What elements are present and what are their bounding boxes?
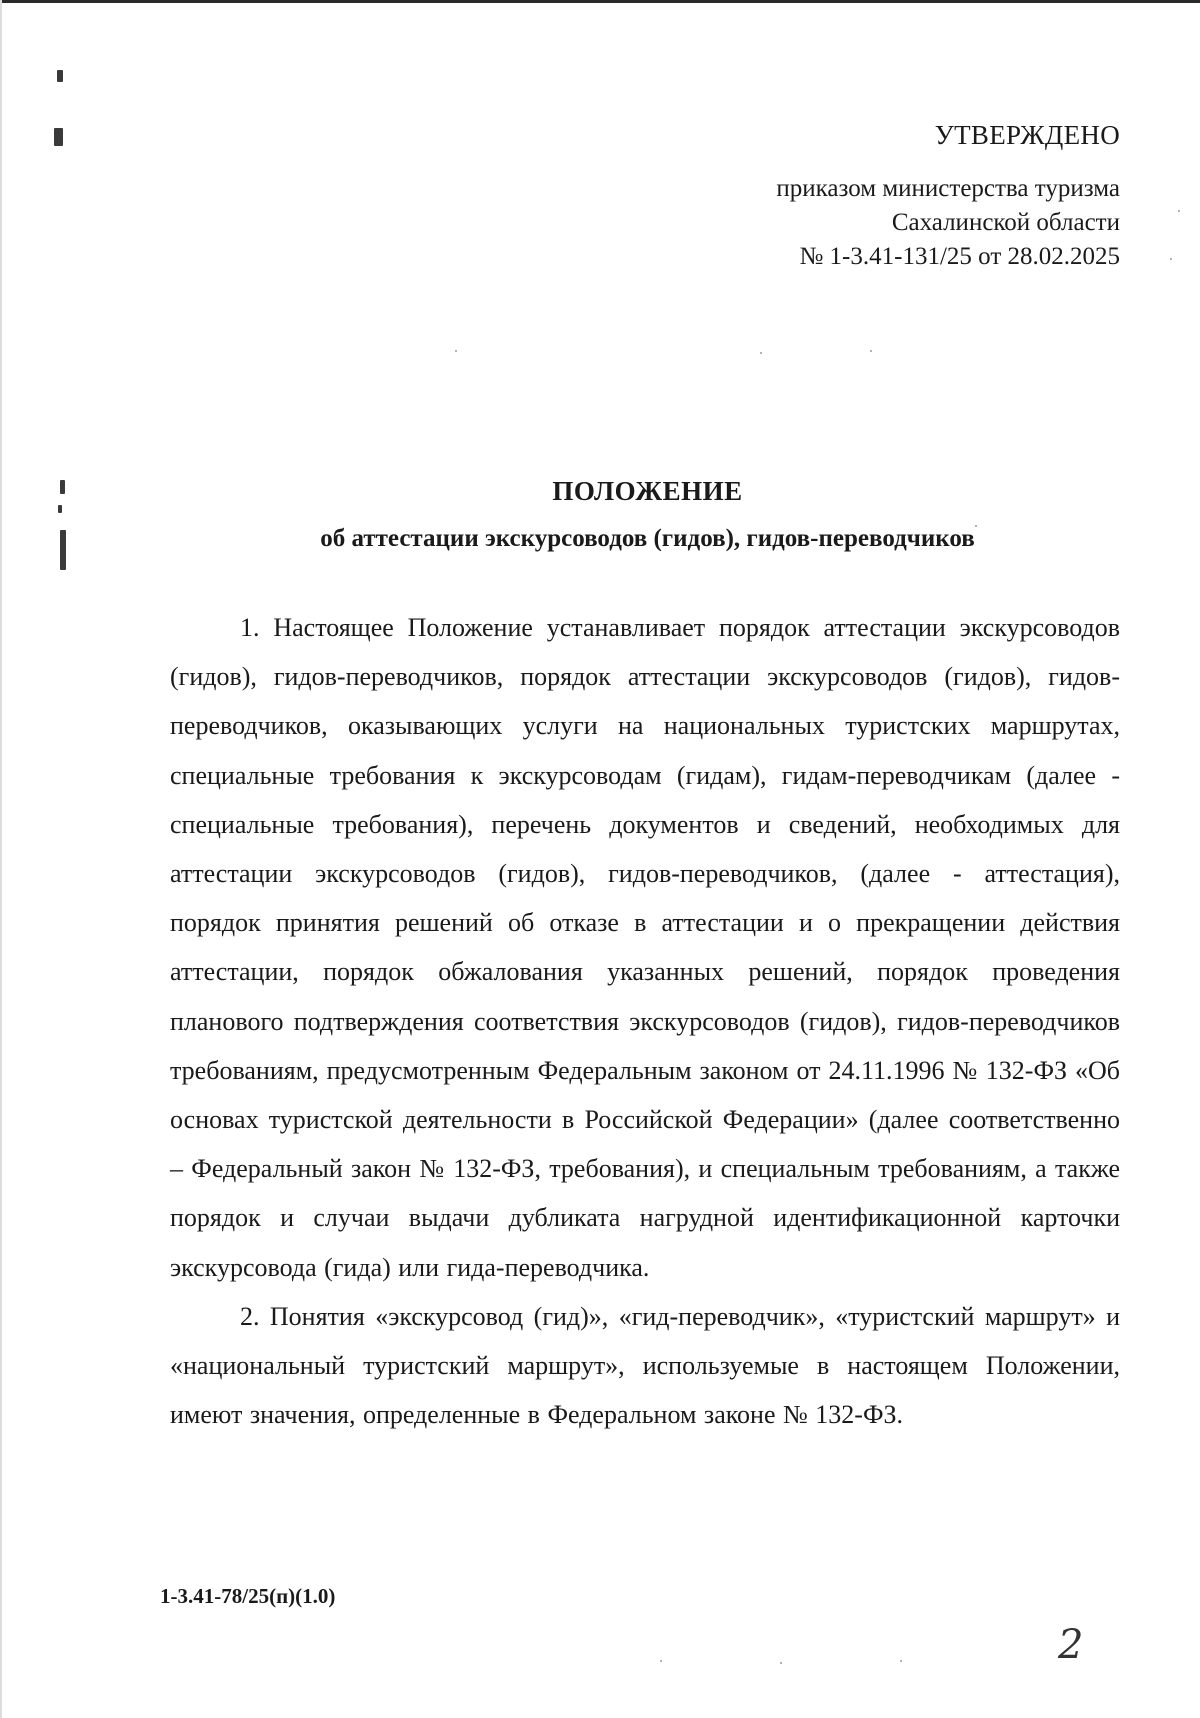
scan-speck <box>660 1660 662 1662</box>
approval-number-line: № 1-3.41-131/25 от 28.02.2025 <box>799 243 1120 270</box>
approval-order-line: приказом министерства туризма <box>776 175 1120 202</box>
scan-speck <box>455 350 457 352</box>
document-subtitle: об аттестации экскурсоводов (гидов), гидов-переводчиков <box>320 525 975 552</box>
binding-mark <box>57 70 63 82</box>
scan-speck <box>1178 210 1180 212</box>
handwritten-page-number: 2 <box>1058 1622 1084 1668</box>
binding-mark <box>54 128 63 146</box>
approval-block <box>776 118 1120 274</box>
paragraph-2: 2. Понятия «экскурсовод (гид)», «гид-переводчик», «туристский маршрут» и «национальный туристский маршрут», используемые в настоящем Положении, имеют значения, определенные в Федеральном законе № 132-ФЗ. <box>170 1301 1120 1430</box>
document-body <box>170 603 1120 1439</box>
approval-heading: УТВЕРЖДЕНО <box>934 120 1120 150</box>
scan-left-edge <box>0 0 2 1718</box>
document-title: ПОЛОЖЕНИЕ <box>552 476 743 506</box>
approval-region-line: Сахалинской области <box>891 209 1120 236</box>
scan-top-edge <box>0 0 1200 3</box>
scan-speck <box>780 1662 782 1664</box>
footer-document-code: 1-3.41-78/25(п)(1.0) <box>160 1584 336 1608</box>
scan-speck <box>900 1660 902 1662</box>
paragraph-1: 1. Настоящее Положение устанавливает порядок аттестации экскурсоводов (гидов), гидов-переводчиков, порядок аттестации экскурсоводов (гидов), гидов-переводчиков, оказывающих услуги на национальных туристских маршрутах, специальные требования к экскурсоводам (гидам), гидам-переводчикам (далее - специальные требования), перечень документов и сведений, необходимых для аттестации экскурсоводов (гидов), гидов-переводчиков, (далее - аттестация), порядок принятия решений об отказе в аттестации и о прекращении действия аттестации, порядок обжалования указанных решений, порядок проведения планового подтверждения соответствия экскурсоводов (гидов), гидов-переводчиков требованиям, предусмотренным Федеральным законом от 24.11.1996 № 132-ФЗ «Об основах туристской деятельности в Российской Федерации» (далее соответственно – Федеральный закон № 132-ФЗ, требования), и специальным требованиям, а также порядок и случаи выдачи дубликата нагрудной идентификационной карточки экскурсовода (гида) или гида-переводчика. <box>170 613 1120 1282</box>
scan-speck <box>760 352 762 354</box>
scan-speck <box>870 350 872 352</box>
scan-speck <box>1170 258 1172 260</box>
